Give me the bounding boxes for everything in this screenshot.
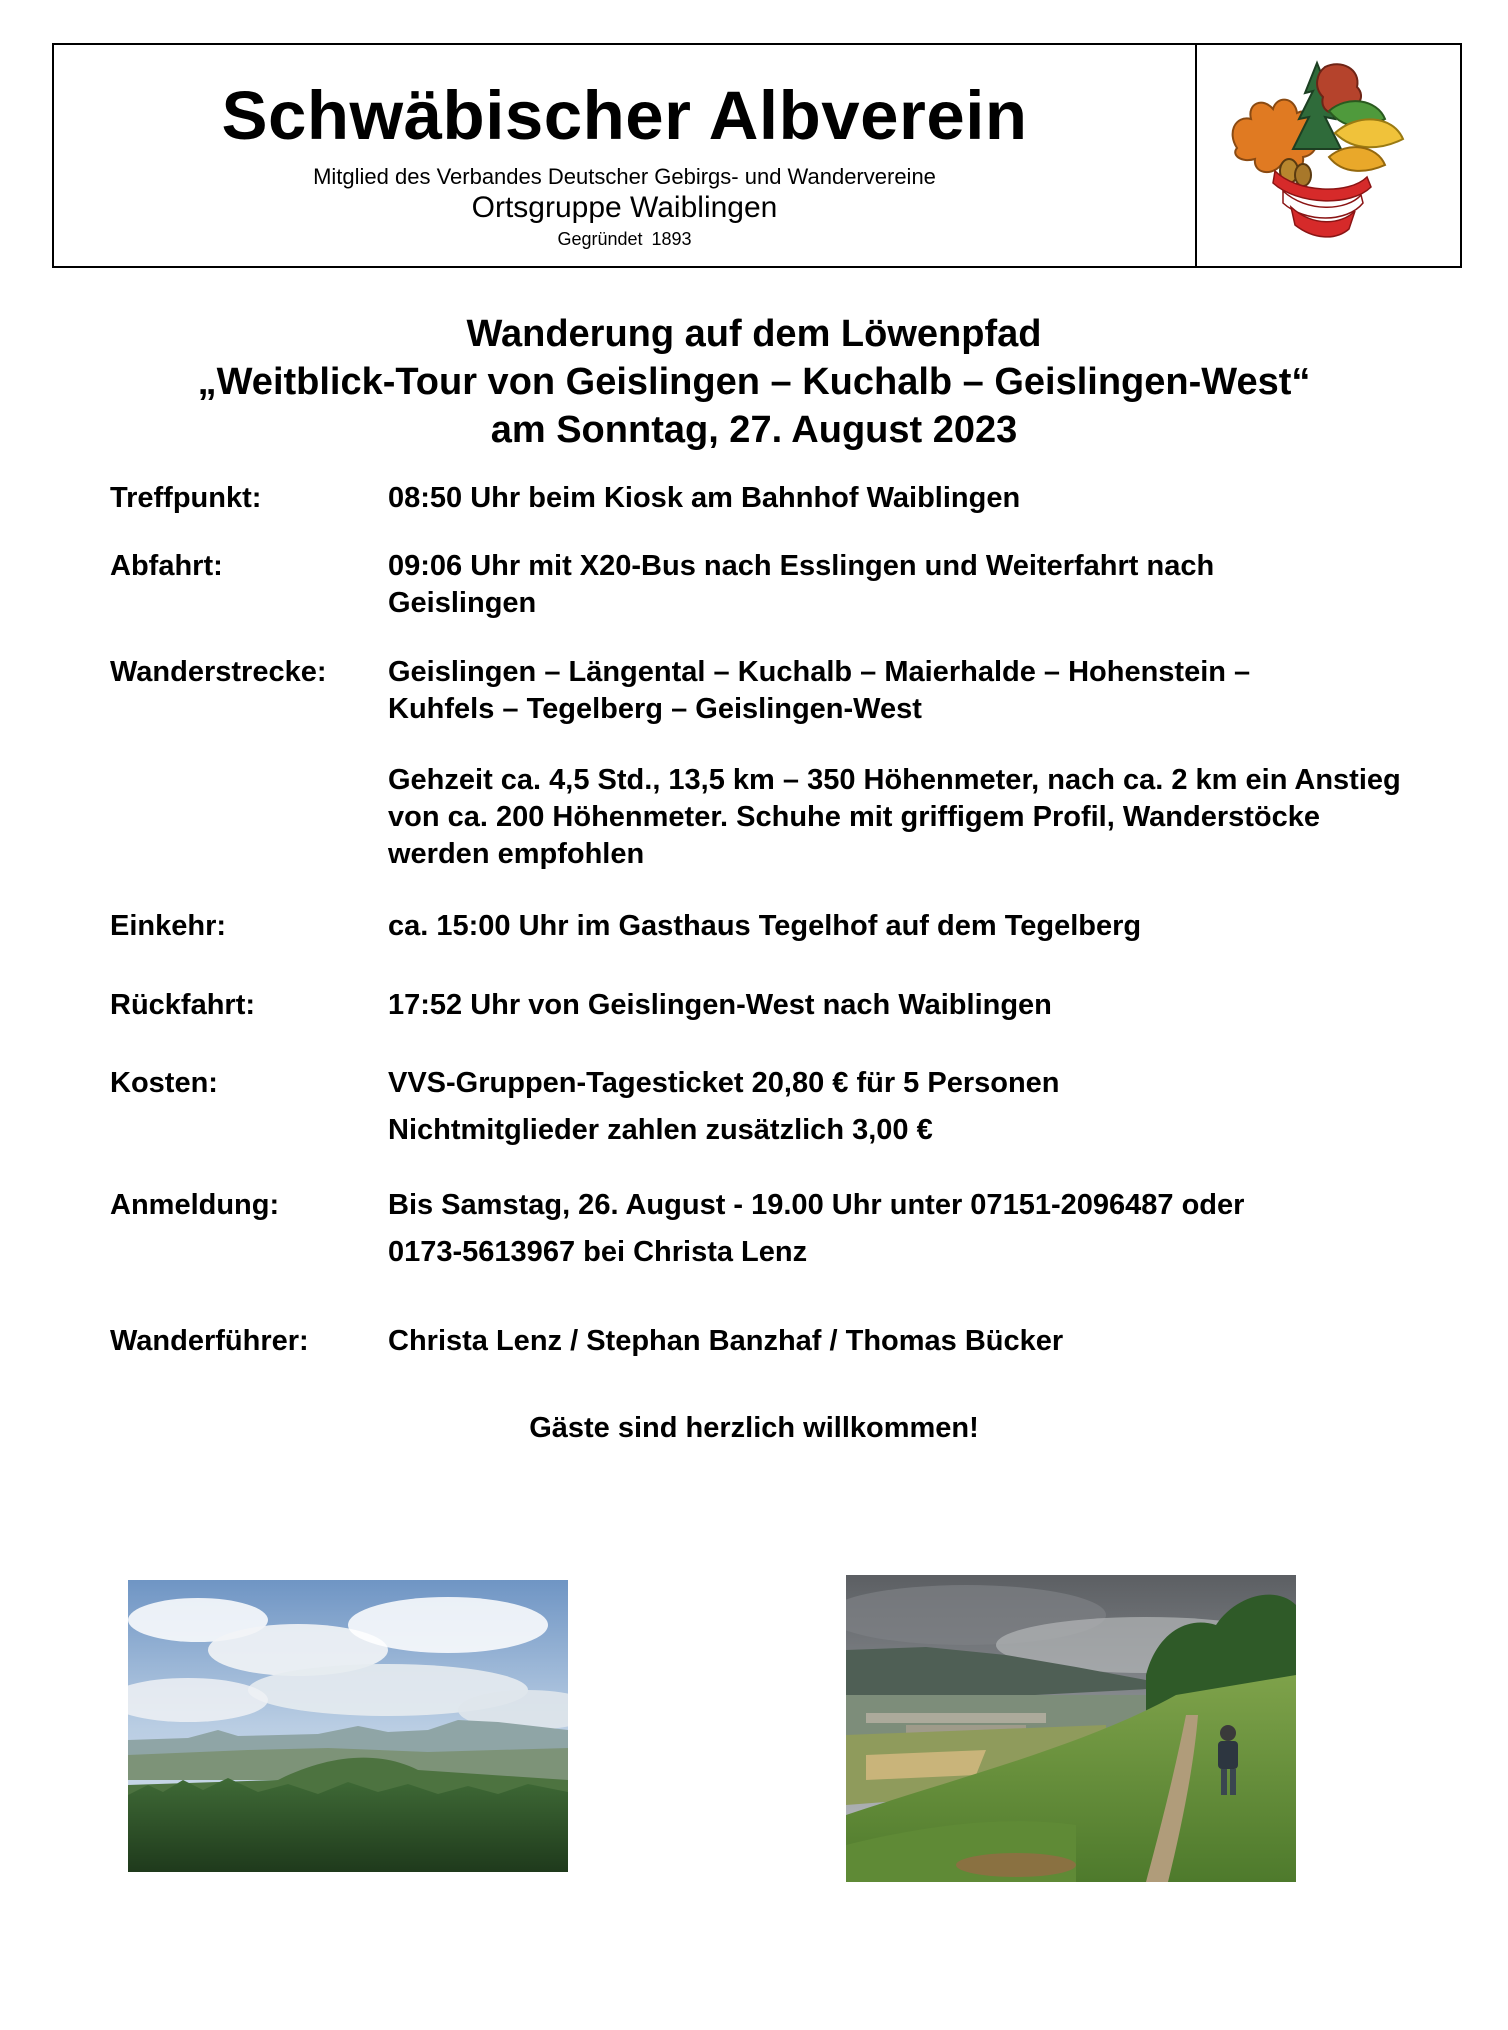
founded-year: Gegründet 1893 bbox=[557, 229, 692, 249]
albverein-leaf-logo-icon bbox=[1217, 53, 1447, 253]
detail-value-line: 09:06 Uhr mit X20-Bus nach Esslingen und Weiterfahrt nach Geislingen bbox=[388, 550, 1215, 619]
membership-line: Mitglied des Verbandes Deutscher Gebirgs- und Wandervereine bbox=[313, 164, 936, 189]
detail-value-line: 0173-5613967 bei Christa Lenz bbox=[388, 1236, 808, 1268]
title-line-tour: „Weitblick-Tour von Geislingen – Kuchalb – Geislingen-West“ bbox=[197, 361, 1311, 403]
detail-label: Anmeldung: bbox=[110, 1189, 280, 1221]
welcome-note: Gäste sind herzlich willkommen! bbox=[529, 1412, 979, 1444]
detail-label: Abfahrt: bbox=[110, 550, 223, 582]
event-title bbox=[0, 310, 1508, 454]
detail-value bbox=[388, 1323, 1408, 1360]
title-line-date: am Sonntag, 27. August 2023 bbox=[490, 409, 1018, 451]
detail-label: Kosten: bbox=[110, 1067, 218, 1099]
detail-label: Einkehr: bbox=[110, 910, 227, 942]
letterhead-text bbox=[54, 45, 1197, 266]
letterhead-box bbox=[52, 43, 1462, 268]
detail-value-line: Gehzeit ca. 4,5 Std., 13,5 km – 350 Höhenmeter, nach ca. 2 km ein Anstieg von ca. 200 Höhenmeter. Schuhe mit griffigem Profil, Wanderstöcke werden empfohlen bbox=[388, 764, 1401, 870]
detail-value-line: Nichtmitglieder zahlen zusätzlich 3,00 € bbox=[388, 1114, 933, 1146]
detail-value bbox=[388, 1060, 1408, 1154]
detail-value bbox=[388, 762, 1408, 873]
detail-value-line: 08:50 Uhr beim Kiosk am Bahnhof Waiblingen bbox=[388, 482, 1021, 514]
local-group-name: Ortsgruppe Waiblingen bbox=[471, 191, 778, 224]
detail-value-line: 17:52 Uhr von Geislingen-West nach Waiblingen bbox=[388, 989, 1052, 1021]
detail-value-line: ca. 15:00 Uhr im Gasthaus Tegelhof auf dem Tegelberg bbox=[388, 910, 1142, 942]
organization-name: Schwäbischer Albverein bbox=[221, 77, 1028, 154]
detail-label: Wanderstrecke: bbox=[110, 656, 327, 688]
detail-value-line: Bis Samstag, 26. August - 19.00 Uhr unter 07151-2096487 oder bbox=[388, 1189, 1245, 1221]
detail-label: Treffpunkt: bbox=[110, 482, 262, 514]
detail-value bbox=[388, 908, 1408, 945]
detail-value bbox=[388, 548, 1288, 622]
detail-value bbox=[388, 654, 1358, 728]
detail-label: Rückfahrt: bbox=[110, 989, 256, 1021]
detail-value-line: Christa Lenz / Stephan Banzhaf / Thomas Bücker bbox=[388, 1325, 1064, 1357]
landscape-forest-panorama-photo bbox=[128, 1580, 568, 1872]
detail-label: Wanderführer: bbox=[110, 1325, 309, 1357]
hiker-on-hillside-path-photo bbox=[846, 1575, 1296, 1882]
detail-value-line: VVS-Gruppen-Tagesticket 20,80 € für 5 Personen bbox=[388, 1067, 1060, 1099]
detail-value bbox=[388, 1182, 1408, 1276]
detail-value bbox=[388, 987, 1408, 1024]
detail-value bbox=[388, 480, 1408, 517]
logo-cell bbox=[1197, 45, 1460, 266]
detail-value-line: Geislingen – Längental – Kuchalb – Maierhalde – Hohenstein – Kuhfels – Tegelberg – Geislingen-West bbox=[388, 656, 1251, 725]
title-line-hike: Wanderung auf dem Löwenpfad bbox=[466, 313, 1042, 355]
